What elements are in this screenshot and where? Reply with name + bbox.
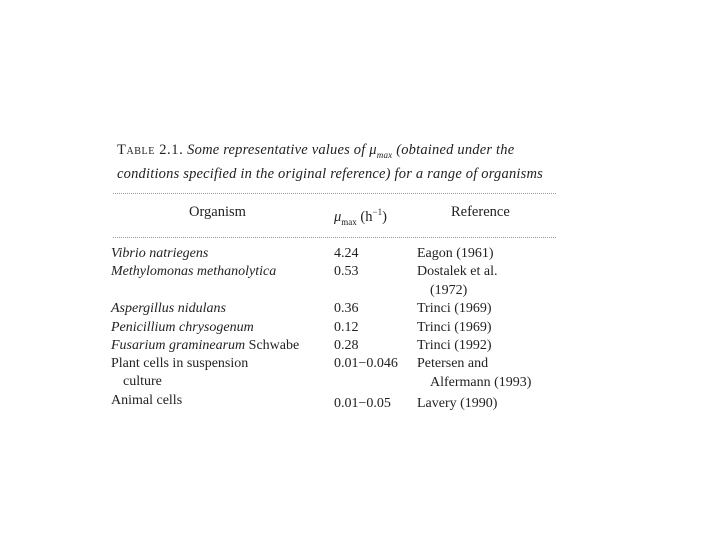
header-reference: Reference (451, 204, 510, 220)
header-organism: Organism (189, 204, 246, 220)
reference-cell: Dostalek et al. (417, 264, 498, 279)
reference-cell: Lavery (1990) (417, 396, 498, 411)
mu-value-cell: 0.01−0.05 (334, 396, 391, 411)
organism-cell: Animal cells (111, 393, 183, 408)
mu-value-cell: 0.36 (334, 301, 359, 316)
table-label: Table 2.1. (117, 142, 184, 158)
organism-cell-cont: culture (123, 374, 162, 389)
reference-cell-cont: Alfermann (1993) (430, 375, 532, 390)
organism-authority: Schwabe (248, 338, 300, 353)
reference-cell-cont: (1972) (430, 283, 468, 298)
organism-cell: Penicillium chrysogenum (111, 320, 254, 335)
reference-cell: Trinci (1969) (417, 301, 492, 316)
header-mu-max: $\mu_{max}$ $(h^{-1})$ (334, 207, 387, 227)
reference-cell: Eagon (1961) (417, 246, 494, 261)
caption-text-start: Some representative values of (187, 142, 366, 158)
table-caption (117, 141, 567, 184)
mu-value-cell: 4.24 (334, 246, 359, 261)
mu-value-cell: 0.28 (334, 338, 359, 353)
organism-cell: Methylomonas methanolytica (111, 264, 277, 279)
reference-cell: Petersen and (417, 356, 489, 371)
mu-max-symbol: $\mu_{max}$ (369, 142, 393, 160)
mu-value-cell: 0.12 (334, 320, 359, 335)
top-rule (113, 193, 556, 194)
header-rule (113, 237, 556, 238)
organism-cell: Aspergillus nidulans (111, 301, 226, 316)
organism-cell: Plant cells in suspension (111, 356, 249, 371)
caption-text-end: (obtained under the conditions specified in the original reference) for a range of organisms (117, 142, 543, 182)
reference-cell: Trinci (1992) (417, 338, 492, 353)
mu-value-cell: 0.01−0.046 (334, 356, 398, 371)
mu-value-cell: 0.53 (334, 264, 359, 279)
organism-cell: Fusarium graminearum Schwabe (111, 338, 300, 353)
organism-cell: Vibrio natriegens (111, 246, 209, 261)
reference-cell: Trinci (1969) (417, 320, 492, 335)
